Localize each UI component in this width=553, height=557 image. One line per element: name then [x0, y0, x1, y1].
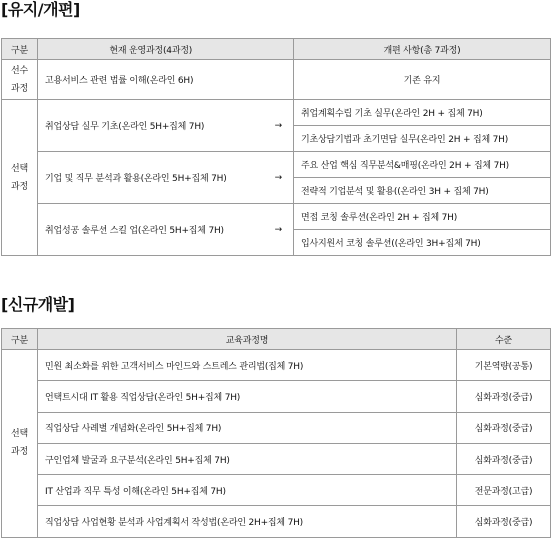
- header-current-courses: 현재 운영과정(4과정): [38, 39, 264, 60]
- category-elective-line2: 과정: [11, 447, 28, 458]
- section-title-maintain-reorganize: [유지/개편]: [1, 0, 80, 19]
- category-prereq-line2: 과정: [11, 83, 28, 94]
- new-course-2b: 전략적 기업분석 및 활용((온라인 3H + 집체 7H): [294, 178, 551, 204]
- header-category: 구분: [2, 39, 38, 60]
- prereq-current-course: 고용서비스 관련 법률 이해(온라인 6H): [38, 60, 294, 100]
- category-prereq-line1: 선수: [11, 65, 28, 76]
- current-course-1: 취업상담 실무 기초(온라인 5H+집체 7H): [38, 100, 264, 152]
- arrow-icon: →: [264, 100, 294, 152]
- course-name: 직업상담 사례별 개념화(온라인 5H+집체 7H): [38, 412, 457, 443]
- category-elective: [2, 350, 38, 538]
- new-course-3a: 면접 코칭 솔루션(온라인 2H + 집체 7H): [294, 204, 551, 230]
- category-elective-line1: 선택: [11, 163, 28, 174]
- course-level: 전문과정(고급): [457, 475, 551, 506]
- new-course-3b: 입사지원서 코칭 솔루션((온라인 3H+집체 7H): [294, 230, 551, 256]
- course-name: 언택트시대 IT 활용 직업상담(온라인 5H+집체 7H): [38, 381, 457, 412]
- course-level: 심화과정(중급): [457, 412, 551, 443]
- current-course-3: 취업성공 솔루션 스킬 업(온라인 5H+집체 7H): [38, 204, 264, 256]
- header-level: 수준: [457, 329, 551, 350]
- course-level: 심화과정(중급): [457, 381, 551, 412]
- new-course-1b: 기초상담기법과 초기면담 실무(온라인 2H + 집체 7H): [294, 126, 551, 152]
- new-development-table: [1, 328, 551, 538]
- new-course-1a: 취업계획수립 기초 실무(온라인 2H + 집체 7H): [294, 100, 551, 126]
- current-course-2: 기업 및 직무 분석과 활용(온라인 5H+집체 7H): [38, 152, 264, 204]
- course-name: IT 산업과 직무 특성 이해(온라인 5H+집체 7H): [38, 475, 457, 506]
- course-name: 직업상담 사업현황 분석과 사업계획서 작성법(온라인 2H+집체 7H): [38, 506, 457, 537]
- header-course-name: 교육과정명: [38, 329, 457, 350]
- category-prereq: [2, 60, 38, 100]
- header-category: 구분: [2, 329, 38, 350]
- course-level: 심화과정(중급): [457, 443, 551, 474]
- arrow-icon: →: [264, 204, 294, 256]
- section-title-new-development: [신규개발]: [1, 295, 75, 314]
- category-elective-line1: 선택: [11, 429, 28, 440]
- header-new-courses: 개편 사항(총 7과정): [294, 39, 551, 60]
- course-name: 민원 최소화를 위한 고객서비스 마인드와 스트레스 관리법(집체 7H): [38, 350, 457, 381]
- category-elective: [2, 100, 38, 256]
- new-course-2a: 주요 산업 핵심 직무분석&매핑(온라인 2H + 집체 7H): [294, 152, 551, 178]
- course-name: 구인업체 발굴과 요구분석(온라인 5H+집체 7H): [38, 443, 457, 474]
- reorganize-table: [1, 38, 551, 256]
- header-arrow-spacer: [264, 39, 294, 60]
- course-level: 심화과정(중급): [457, 506, 551, 537]
- course-level: 기본역량(공통): [457, 350, 551, 381]
- arrow-icon: →: [264, 152, 294, 204]
- prereq-new-status: 기존 유지: [294, 60, 551, 100]
- category-elective-line2: 과정: [11, 181, 28, 192]
